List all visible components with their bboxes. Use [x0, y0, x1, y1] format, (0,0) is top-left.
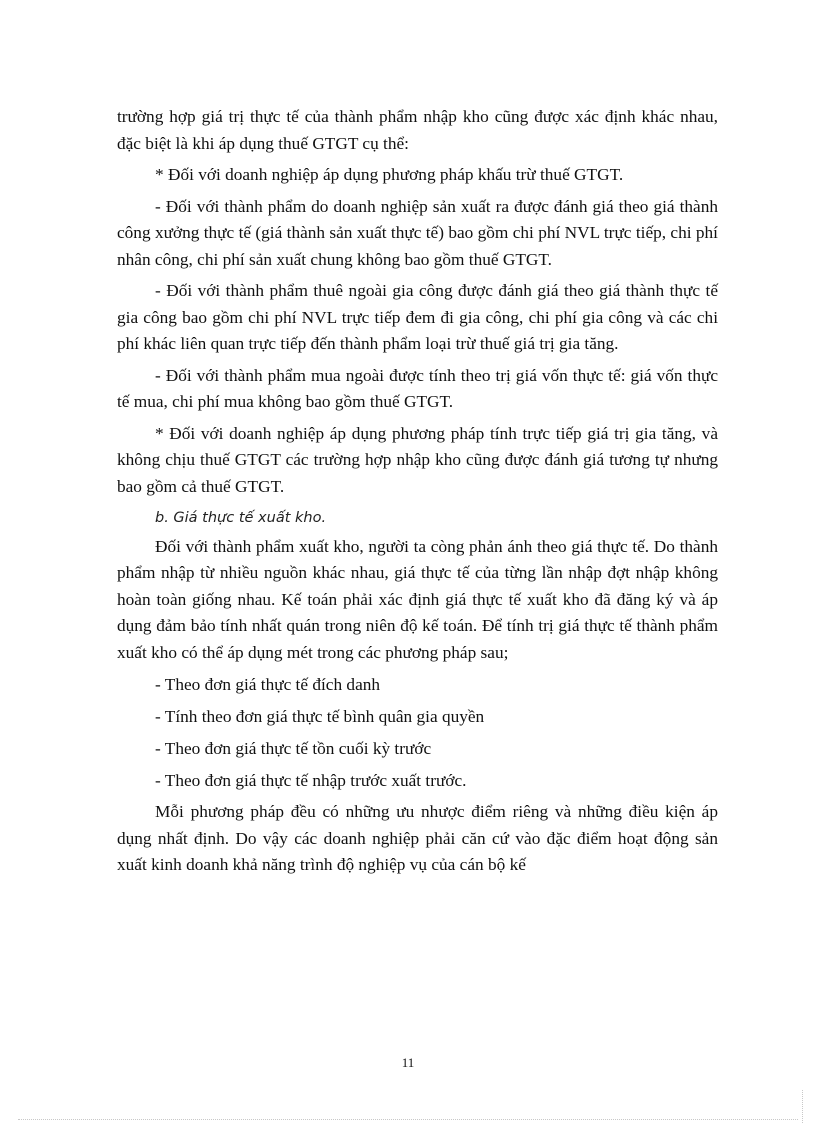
page-body [117, 104, 718, 879]
paragraph-deduction-method: * Đối với doanh nghiệp áp dụng phương pháp khấu trừ thuế GTGT. [155, 165, 624, 184]
page-right-border [802, 1090, 803, 1123]
paragraph-direct-method: * Đối với doanh nghiệp áp dụng phương pháp tính trực tiếp giá trị gia tăng, và không chịu thuế GTGT các trường hợp nhập kho cũng được đánh giá tương tự nhưng bao gồm cả thuế GTGT. [117, 423, 718, 496]
paragraph-export-price: Đối với thành phẩm xuất kho, người ta còng phản ánh theo giá thực tế. Do thành phẩm nhập từ nhiều nguồn khác nhau, giá thực tế của từng lần nhập đợt nhập không hoàn toàn giống nhau. Kế toán phải xác định giá thực tế xuất kho đã đăng ký và áp dụng đảm bảo tính nhất quán trong niên độ kế toán. Để tính trị giá thực tế thành phẩm xuất kho có thể áp dụng mét trong các phương pháp sau; [117, 536, 718, 662]
paragraph-continuation: trường hợp giá trị thực tế của thành phẩm nhập kho cũng được xác định khác nhau, đặc biệt là khi áp dụng thuế GTGT cụ thể: [117, 107, 718, 153]
list-item-method: - Theo đơn giá thực tế nhập trước xuất trước. [155, 770, 467, 790]
page-bottom-border [18, 1119, 798, 1120]
paragraph-closing: Mỗi phương pháp đều có những ưu nhược điểm riêng và những điều kiện áp dụng nhất định. Do vậy các doanh nghiệp phải căn cứ vào đặc điểm hoạt động sản xuất kinh doanh khả năng trình độ nghiệp vụ của cán bộ kế [117, 802, 718, 874]
list-item-method: - Theo đơn giá thực tế đích danh [155, 674, 381, 694]
section-heading: b. Giá thực tế xuất kho. [155, 510, 327, 526]
paragraph-outsourced-processing: - Đối với thành phẩm thuê ngoài gia công được đánh giá theo giá thành thực tế gia công bao gồm chi phí NVL trực tiếp đem đi gia công, chi phí gia công và các chi phí khác liên quan trực tiếp đến thành phẩm loại trừ thuế giá trị gia tăng. [117, 281, 718, 353]
list-item-method: - Tính theo đơn giá thực tế bình quân gia quyền [155, 706, 485, 726]
paragraph-purchased: - Đối với thành phẩm mua ngoài được tính theo trị giá vốn thực tế: giá vốn thực tế mua, chi phí mua không bao gồm thuế GTGT. [117, 365, 718, 411]
list-item-method: - Theo đơn giá thực tế tồn cuối kỳ trước [155, 738, 432, 758]
paragraph-self-produced: - Đối với thành phẩm do doanh nghiệp sản xuất ra được đánh giá theo giá thành công xưởng thực tế (giá thành sản xuất thực tế) bao gồm chi phí NVL trực tiếp, chi phí nhân công, chi phí sản xuất chung không bao gồm thuế GTGT. [117, 196, 718, 269]
page-number: 11 [401, 1055, 415, 1070]
